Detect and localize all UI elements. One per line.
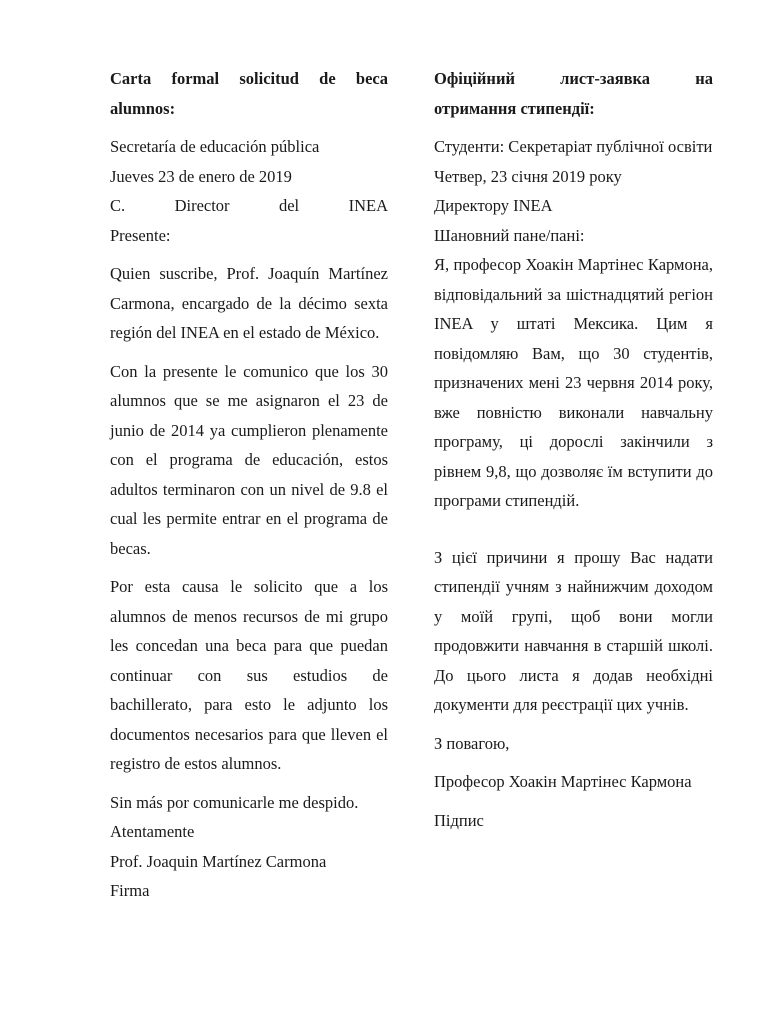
ukrainian-date: Четвер, 23 січня 2019 року (434, 166, 622, 186)
ukrainian-salutation: Шановний пане/пані: (434, 225, 585, 245)
ukrainian-paragraph-1: Я, професор Хоакін Мартінес Кармона, відповідальний за шістнадцятий регіон INEA у штаті Мексика. Цим я повідомляю Вам, що 30 студентів, призначених мені 23 червня 2014 року, вже повністю виконали навчальну програму, ці дорослі закінчили з рівнем 9,8, що дозволяє їм вступити до програми стипендій. (434, 255, 713, 510)
spanish-paragraph-1: Quien suscribe, Prof. Joaquín Martínez Carmona, encargado de la décimo sexta región del INEA en el estado de México. (110, 264, 388, 342)
spanish-presente: Presente: (110, 225, 171, 245)
spanish-closing: Sin más por comunicarle me despido. (110, 792, 359, 812)
spanish-date: Jueves 23 de enero de 2019 (110, 166, 292, 186)
ukrainian-department: Студенти: Секретаріат публічної освіти (434, 137, 713, 156)
ukrainian-letter-title: Офіційний лист-заявка на отримання стипендії: (434, 69, 713, 118)
spanish-signer-name: Prof. Joaquin Martínez Carmona (110, 851, 327, 871)
spanish-letter-column (110, 64, 388, 906)
ukrainian-letter-column (434, 64, 713, 835)
ukrainian-addressee: Директору INEA (434, 196, 553, 215)
ukrainian-closing: З повагою, (434, 733, 510, 753)
spanish-addressee: C. Director del INEA (110, 196, 388, 215)
spanish-signature-label: Firma (110, 881, 150, 900)
ukrainian-signature-label: Підпис (434, 810, 484, 830)
spanish-regards: Atentamente (110, 822, 195, 841)
spanish-paragraph-3: Por esta causa le solicito que a los alumnos de menos recursos de mi grupo les concedan una beca para que puedan continuar con sus estudios de bachillerato, para esto le adjunto los documentos necesarios para que lleven el registro de estos alumnos. (110, 577, 388, 773)
ukrainian-signer-name: Професор Хоакін Мартінес Кармона (434, 772, 692, 791)
ukrainian-paragraph-2: З цієї причини я прошу Вас надати стипендії учням з найнижчим доходом у моїй групі, щоб вони могли продовжити навчання в старшій школі. До цього листа я додав необхідні документи для реєстрації цих учнів. (434, 547, 713, 714)
spanish-letter-title: Carta formal solicitud de beca alumnos: (110, 69, 388, 118)
spanish-department: Secretaría de educación pública (110, 137, 320, 156)
spanish-paragraph-2: Con la presente le comunico que los 30 alumnos que se me asignaron el 23 de junio de 2014 ya cumplieron plenamente con el programa de educación, estos adultos terminaron con un nivel de 9.8 el cual les permite entrar en el programa de becas. (110, 361, 388, 558)
